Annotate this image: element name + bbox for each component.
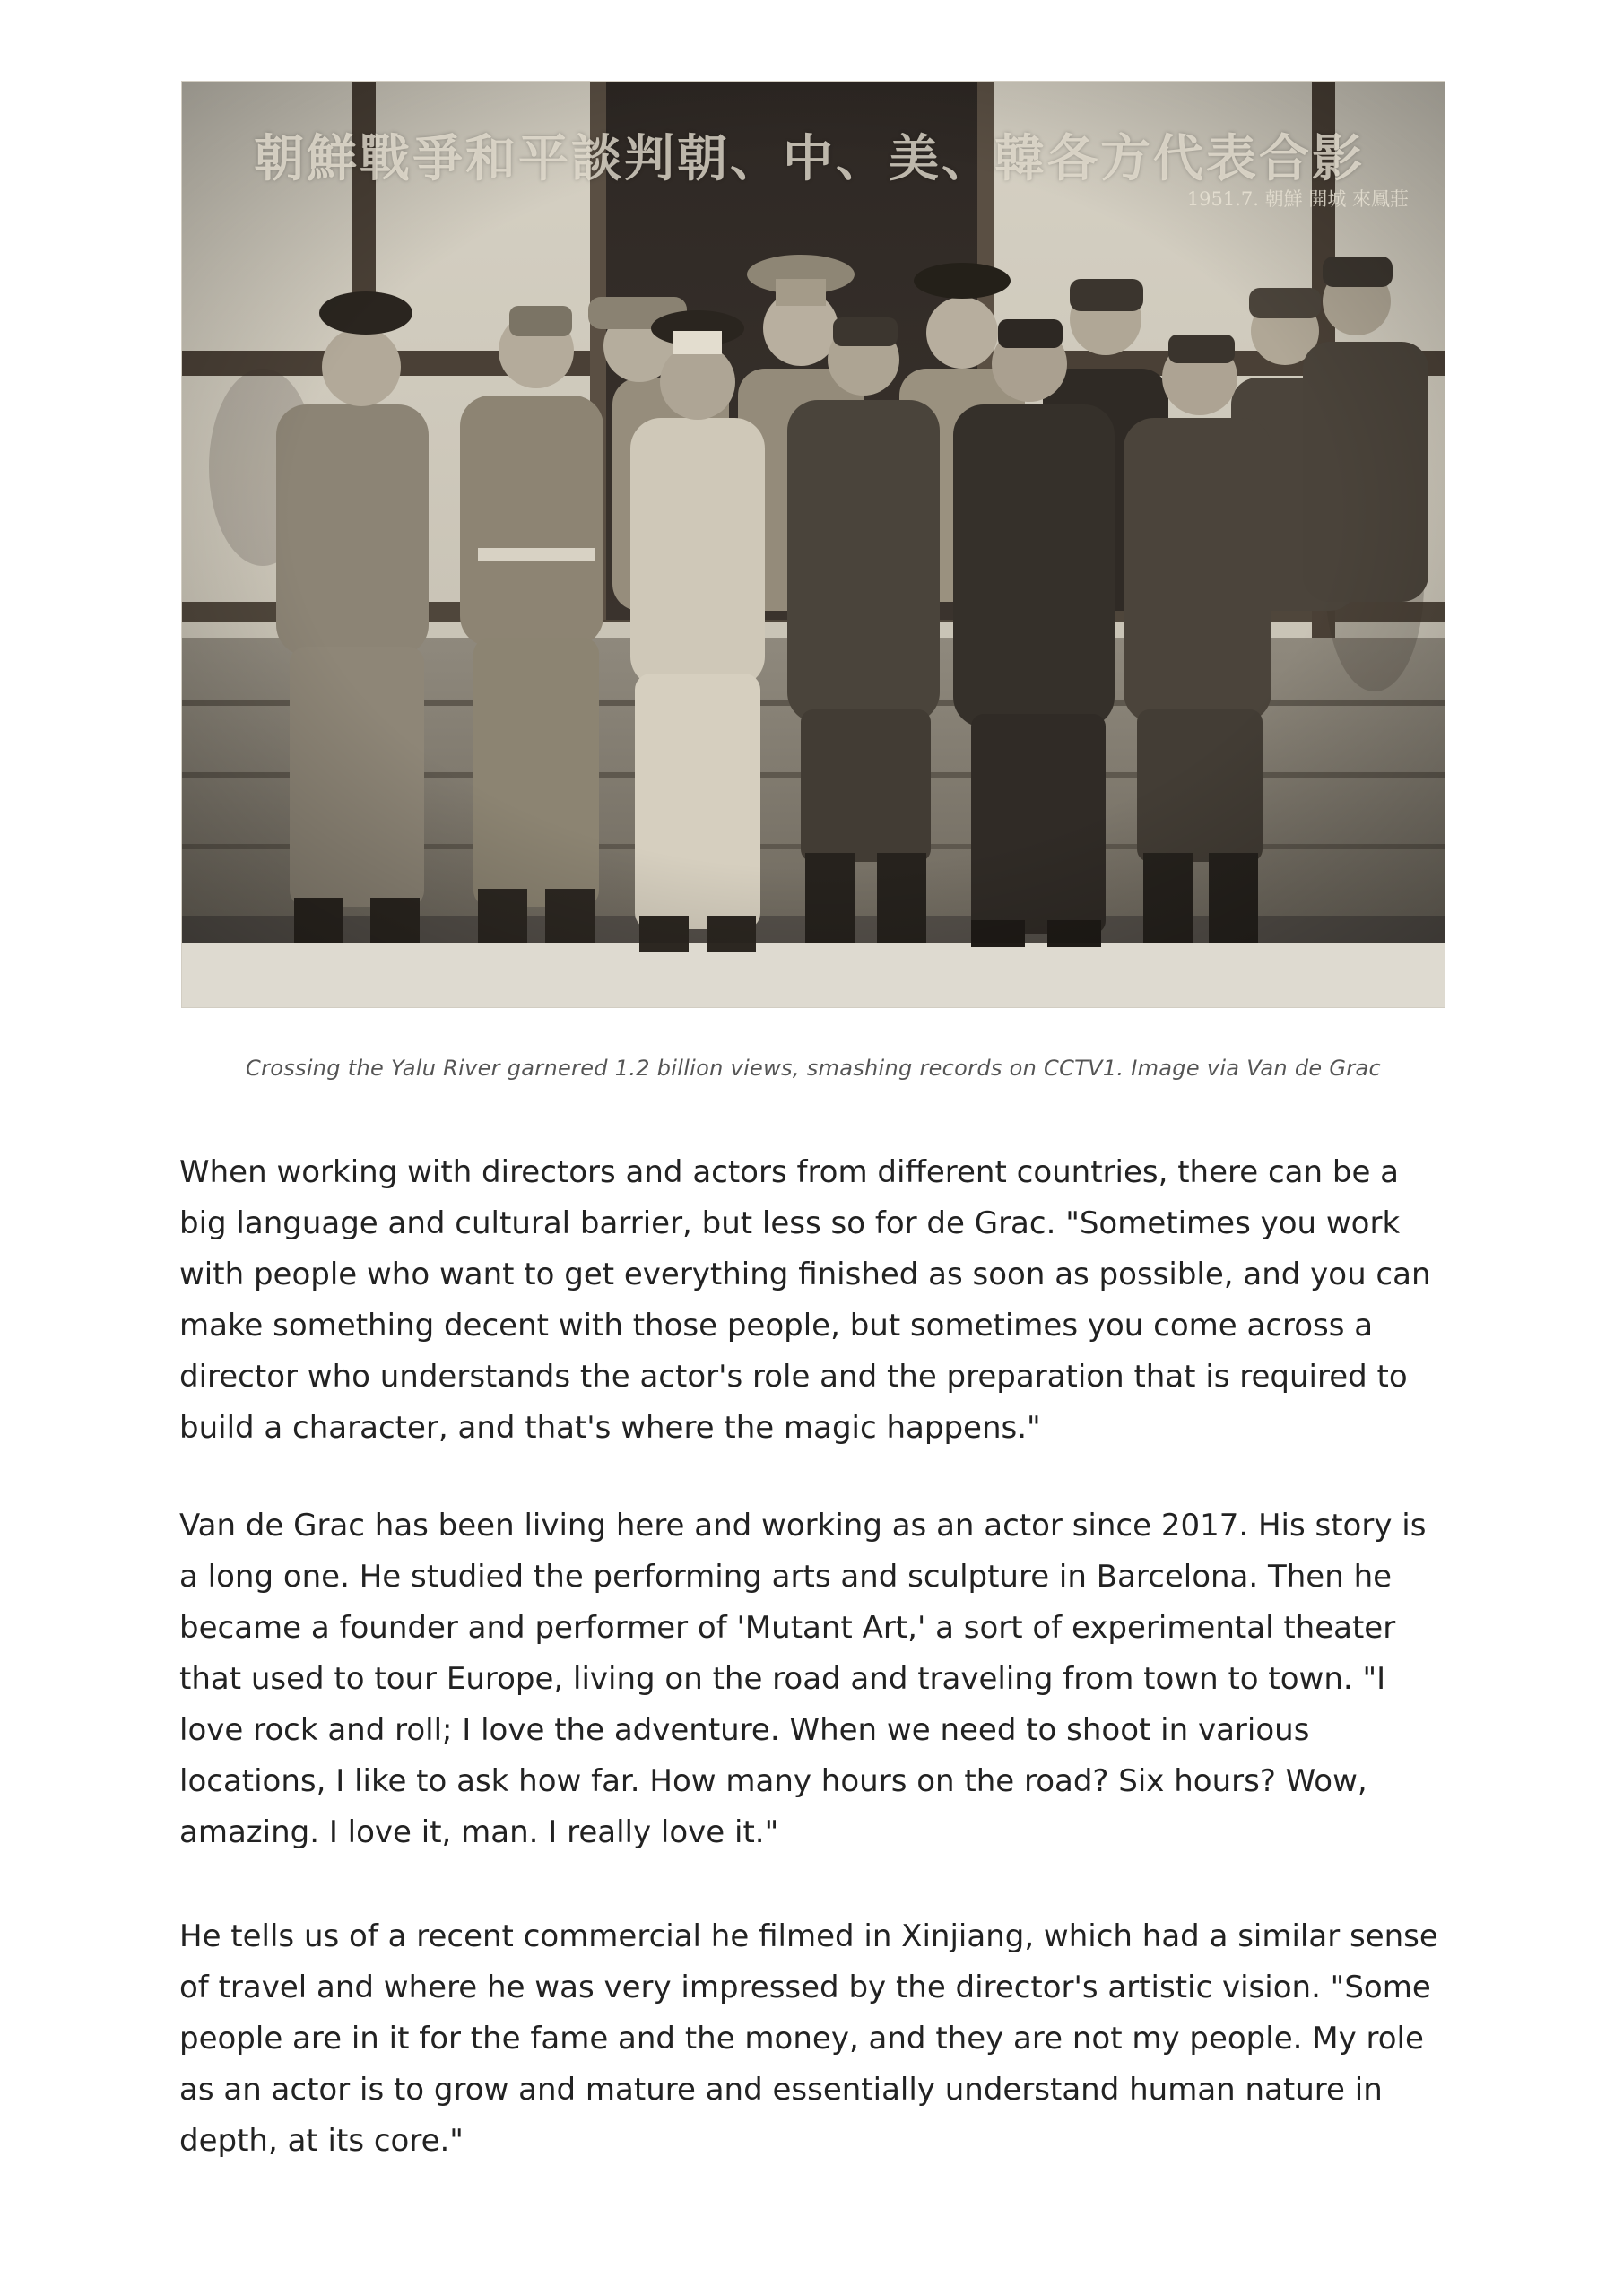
article-paragraph-3: He tells us of a recent commercial he filmed in Xinjiang, which had a similar sense of travel and where he was very impressed by the director's artistic vision. "Some people are in it for the fame and the money, and they are not my people. My role as an actor is to grow and mature and essentially understand human nature in depth, at its core." [179,1918,1438,2159]
group-portrait-image [182,82,1445,1007]
photo-caption: Crossing the Yalu River garnered 1.2 billion views, smashing records on CCTV1. Image via Van de Grac [246,1056,1381,1081]
photo-title-text: 朝鮮戰爭和平談判朝、中、美、韓各方代表合影 [254,129,1365,188]
article-photo [182,82,1445,1007]
photo-subtitle-text: 1951.7. 朝鮮 開城 來鳳莊 [1186,188,1409,210]
article-paragraph-2: Van de Grac has been living here and working as an actor since 2017. His story is a long one. He studied the performing arts and sculpture in Barcelona. Then he became a founder and performer of 'Mutant Art,' a sort of experimental theater that used to tour Europe, living on the road and traveling from town to town. "I love rock and roll; I love the adventure. When we need to shoot in various locations, I like to ask how far. How many hours on the road? Six hours? Wow, amazing. I love it, man. I really love it." [179,1508,1427,1850]
article-paragraph-1: When working with directors and actors from different countries, there can be a big language and cultural barrier, but less so for de Grac. "Sometimes you work with people who want to get everything finished as soon as possible, and you can make something decent with those people, but sometimes you come across a director who understands the actor's role and the preparation that is required to build a character, and that's where the magic happens." [179,1154,1431,1446]
